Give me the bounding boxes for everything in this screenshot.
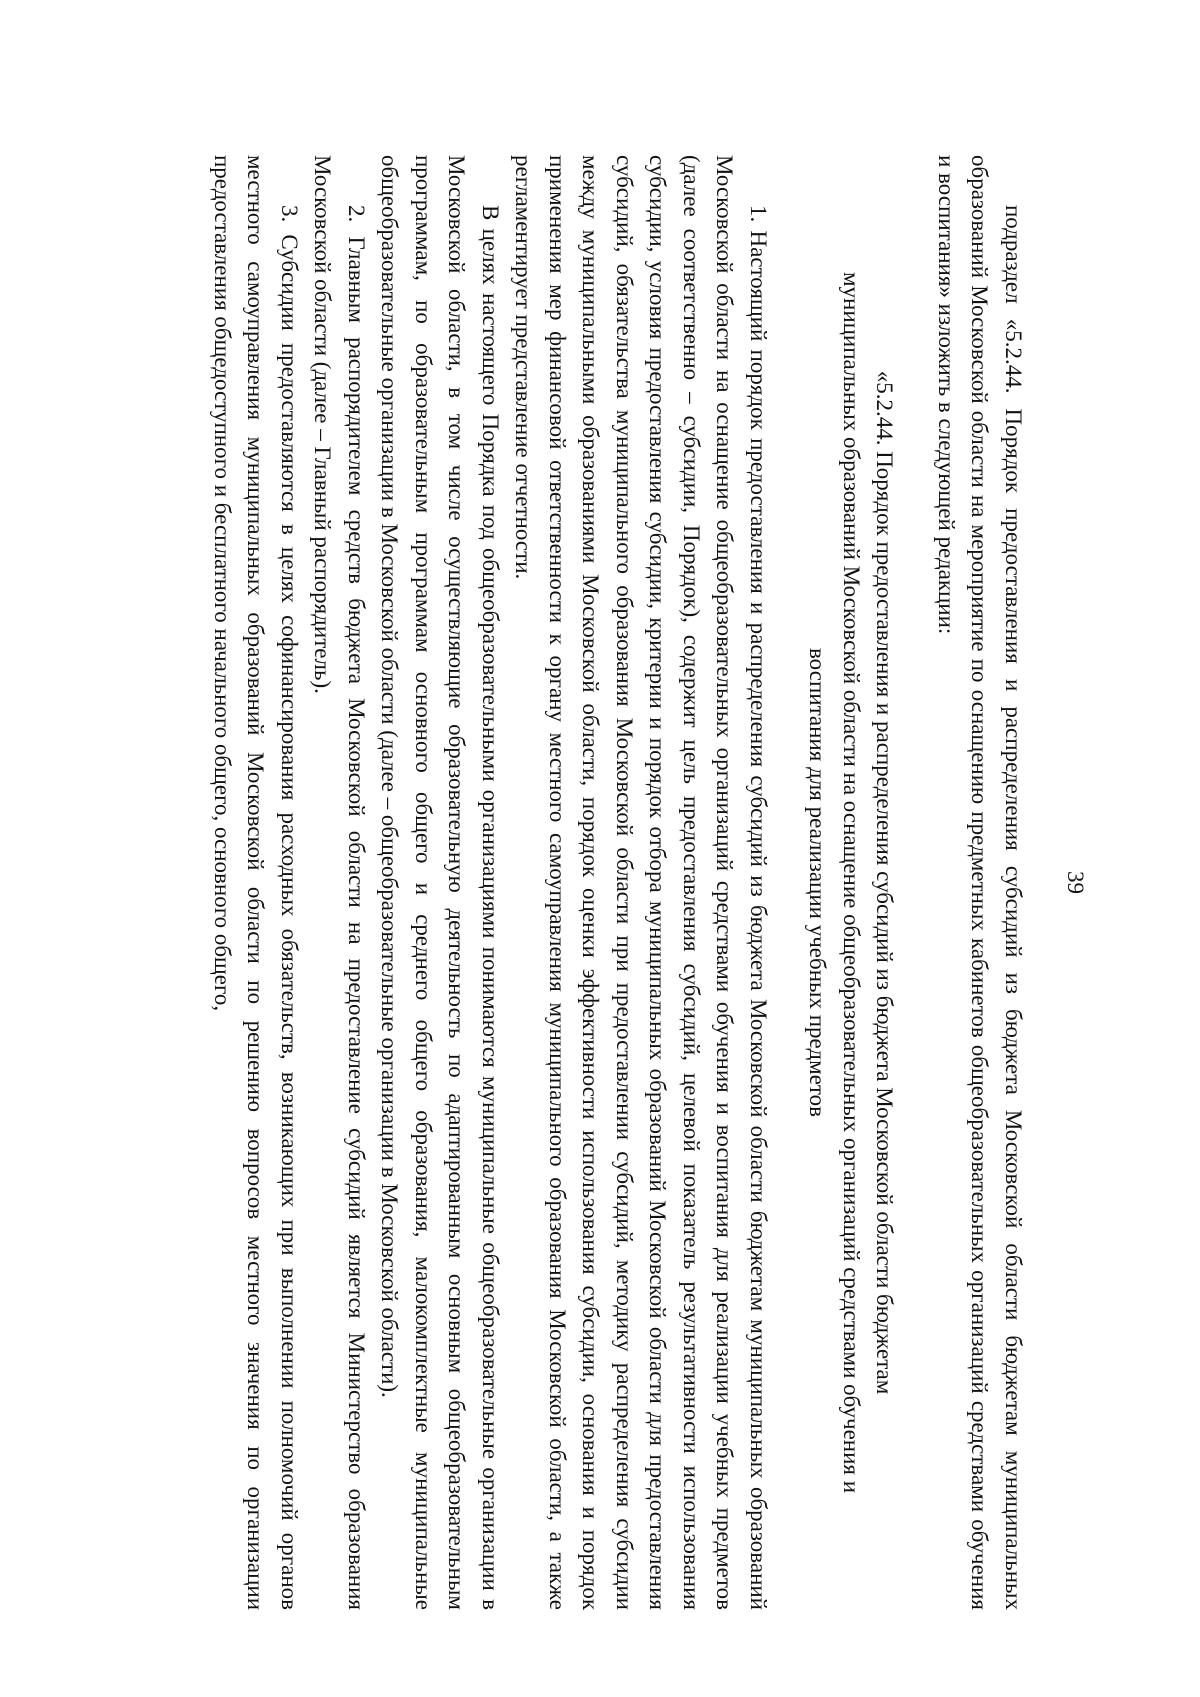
heading-line-1: «5.2.44. Порядок предоставления и распределения субсидий из бюджета Московской области бюджетам: [872, 370, 898, 1395]
paragraph-4: 3. Субсидии предоставляются в целях софинансирования расходных обязательств, возникающих при выполнении полномочий органов местного самоуправления муниципальных образований Московской области по решению вопросов местного значения по организации предоставления общедоступного и бесплатного начального общего, основного общего,: [210, 155, 302, 1610]
rotated-text-block: [180, 155, 1088, 1610]
heading-line-2: муниципальных образований Московской области на оснащение общеобразовательных организаций средствами обучения и: [839, 271, 864, 1494]
paragraph-1: 1. Настоящий порядок предоставления и распределения субсидий из бюджета Московской области бюджетам муниципальных образований Московской области на оснащение общеобразовательных организаций средствами обучения и воспитания для реализации учебных предметов (далее соответственно – субсидии, Порядок), содержит цель предоставления субсидий, целевой показатель результативности использования субсидии, условия предоставления субсидии, критерии и порядок отбора муниципальных образований Московской области для предоставления субсидий, обязательства муниципального образования Московской области при предоставлении субсидий, методику распределения субсидии между муниципальными образованиями Московской области, порядок оценки эффективности использования субсидии, основания и порядок применения мер финансовой ответственности к органу местного самоуправления муниципального образования Московской области, а также регламентирует представление отчетности.: [511, 155, 771, 1610]
page-number: 39: [1063, 871, 1088, 894]
paragraph-2: В целях настоящего Порядка под общеобразовательными организациями понимаются муниципальные общеобразовательные организации в Московской области, в том числе осуществляющие образовательную деятельность по адаптированным основным общеобразовательным программам, по образовательным программам основного общего и среднего общего образования, малокомплектные муниципальные общеобразовательные организации в Московской области (далее – общеобразовательные организации в Московской области).: [377, 155, 503, 1610]
heading-line-3: воспитания для реализации учебных предметов: [805, 647, 831, 1118]
paragraph-3: 2. Главным распорядителем средств бюджета Московской области на предоставление субсидий является Министерство образования Московской области (далее – Главный распорядитель).: [310, 155, 369, 1610]
spacer: [775, 155, 801, 1610]
section-heading: [801, 155, 902, 1610]
intro-paragraph: подраздел «5.2.44. Порядок предоставления и распределения субсидий из бюджета Московской области бюджетам муниципальных образований Московской области на мероприятие по оснащению предметных кабинетов общеобразовательных организаций средствами обучения и воспитания» изложить в следующей редакции:: [934, 155, 1026, 1610]
